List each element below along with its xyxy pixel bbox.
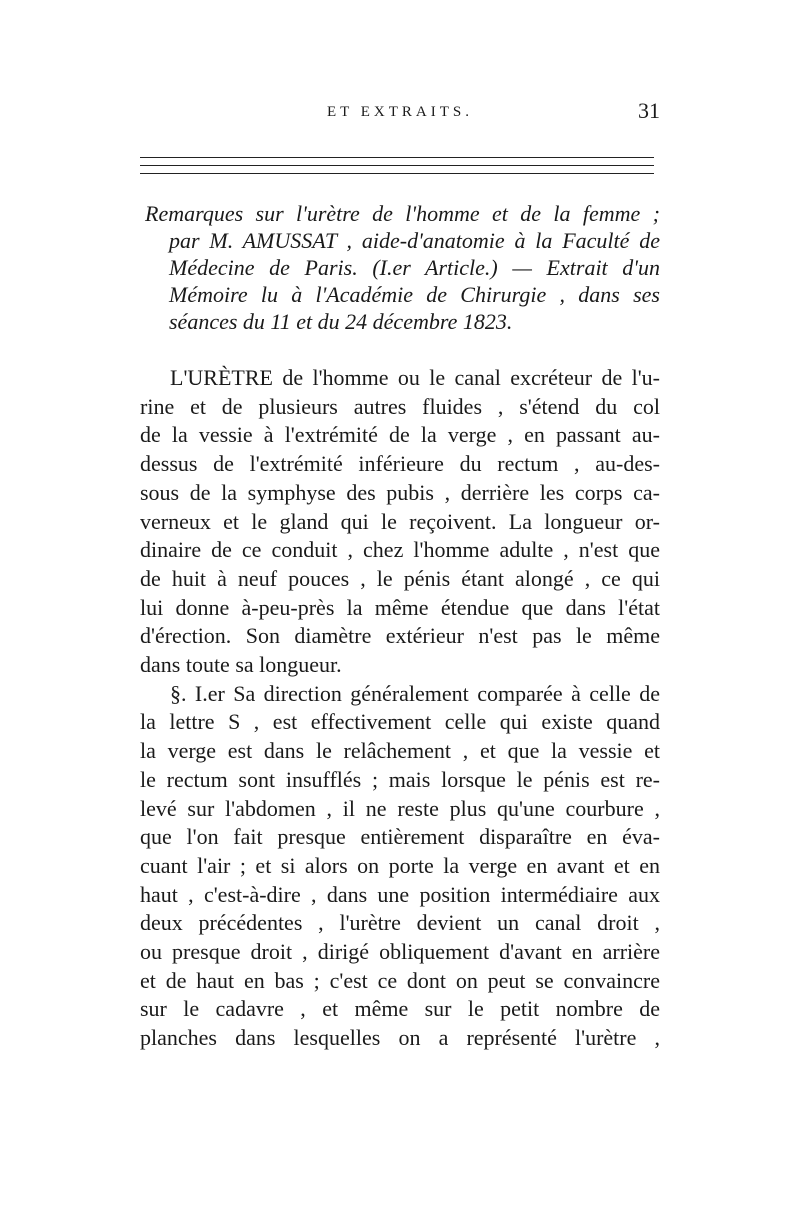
text-line: levé sur l'abdomen , il ne reste plus qu'une courbure , (140, 795, 660, 821)
running-head (140, 98, 660, 128)
heading-line: Médecine de Paris. (I.er Article.) — Extrait d'un (169, 255, 660, 280)
text-line: dans toute sa longueur. (140, 652, 342, 678)
header-rule-bottom (140, 173, 654, 174)
heading-line: Mémoire lu à l'Académie de Chirurgie , dans ses (169, 282, 660, 307)
header-rule-top (140, 157, 654, 158)
paragraph-2 (140, 680, 660, 1053)
text-line: deux précédentes , l'urètre devient un canal droit , (140, 910, 660, 936)
header-rule-middle (140, 165, 654, 166)
text-line: d'érection. Son diamètre extérieur n'est pas le même (140, 623, 660, 649)
heading-line: séances du 11 et du 24 décembre 1823. (169, 309, 513, 334)
text-line: et de haut en bas ; c'est ce dont on peut se convaincre (140, 967, 660, 993)
text-line: sous de la symphyse des pubis , derrière les corps ca- (140, 479, 660, 505)
text-line: la verge est dans le relâchement , et que la vessie et (140, 738, 660, 764)
article-heading (145, 200, 660, 335)
body-text (140, 364, 660, 1053)
paragraph-1 (140, 364, 660, 680)
text-line: lui donne à-peu-près la même étendue que dans l'état (140, 594, 660, 620)
heading-line: par M. AMUSSAT , aide-d'anatomie à la Faculté de (169, 228, 660, 253)
heading-line: Remarques sur l'urètre de l'homme et de la femme ; (145, 201, 660, 226)
text-line: ou presque droit , dirigé obliquement d'avant en arrière (140, 939, 660, 965)
text-line: L'URÈTRE de l'homme ou le canal excréteur de l'u- (170, 365, 660, 390)
text-line: haut , c'est-à-dire , dans une position intermédiaire aux (140, 881, 660, 907)
text-line: planches dans lesquelles on a représenté l'urètre , (140, 1025, 660, 1051)
text-line: la lettre S , est effectivement celle qui existe quand (140, 709, 660, 735)
text-line: cuant l'air ; et si alors on porte la verge en avant et en (140, 852, 660, 878)
text-line: sur le cadavre , et même sur le petit nombre de (140, 996, 660, 1022)
text-line: rine et de plusieurs autres fluides , s'étend du col (140, 393, 660, 419)
text-line: dessus de l'extrémité inférieure du rectum , au-des- (140, 451, 660, 477)
text-line: §. I.er Sa direction généralement comparée à celle de (170, 680, 660, 706)
page-number: 31 (638, 98, 660, 123)
running-title: ET EXTRAITS. (326, 104, 474, 120)
text-line: de huit à neuf pouces , le pénis étant alongé , ce qui (140, 565, 660, 591)
text-line: que l'on fait presque entièrement disparaître en éva- (140, 824, 660, 850)
text-line: verneux et le gland qui le reçoivent. La longueur or- (140, 508, 660, 534)
text-line: dinaire de ce conduit , chez l'homme adulte , n'est que (140, 537, 660, 563)
text-line: le rectum sont insufflés ; mais lorsque le pénis est re- (140, 766, 660, 792)
text-line: de la vessie à l'extrémité de la verge , en passant au- (140, 422, 660, 448)
